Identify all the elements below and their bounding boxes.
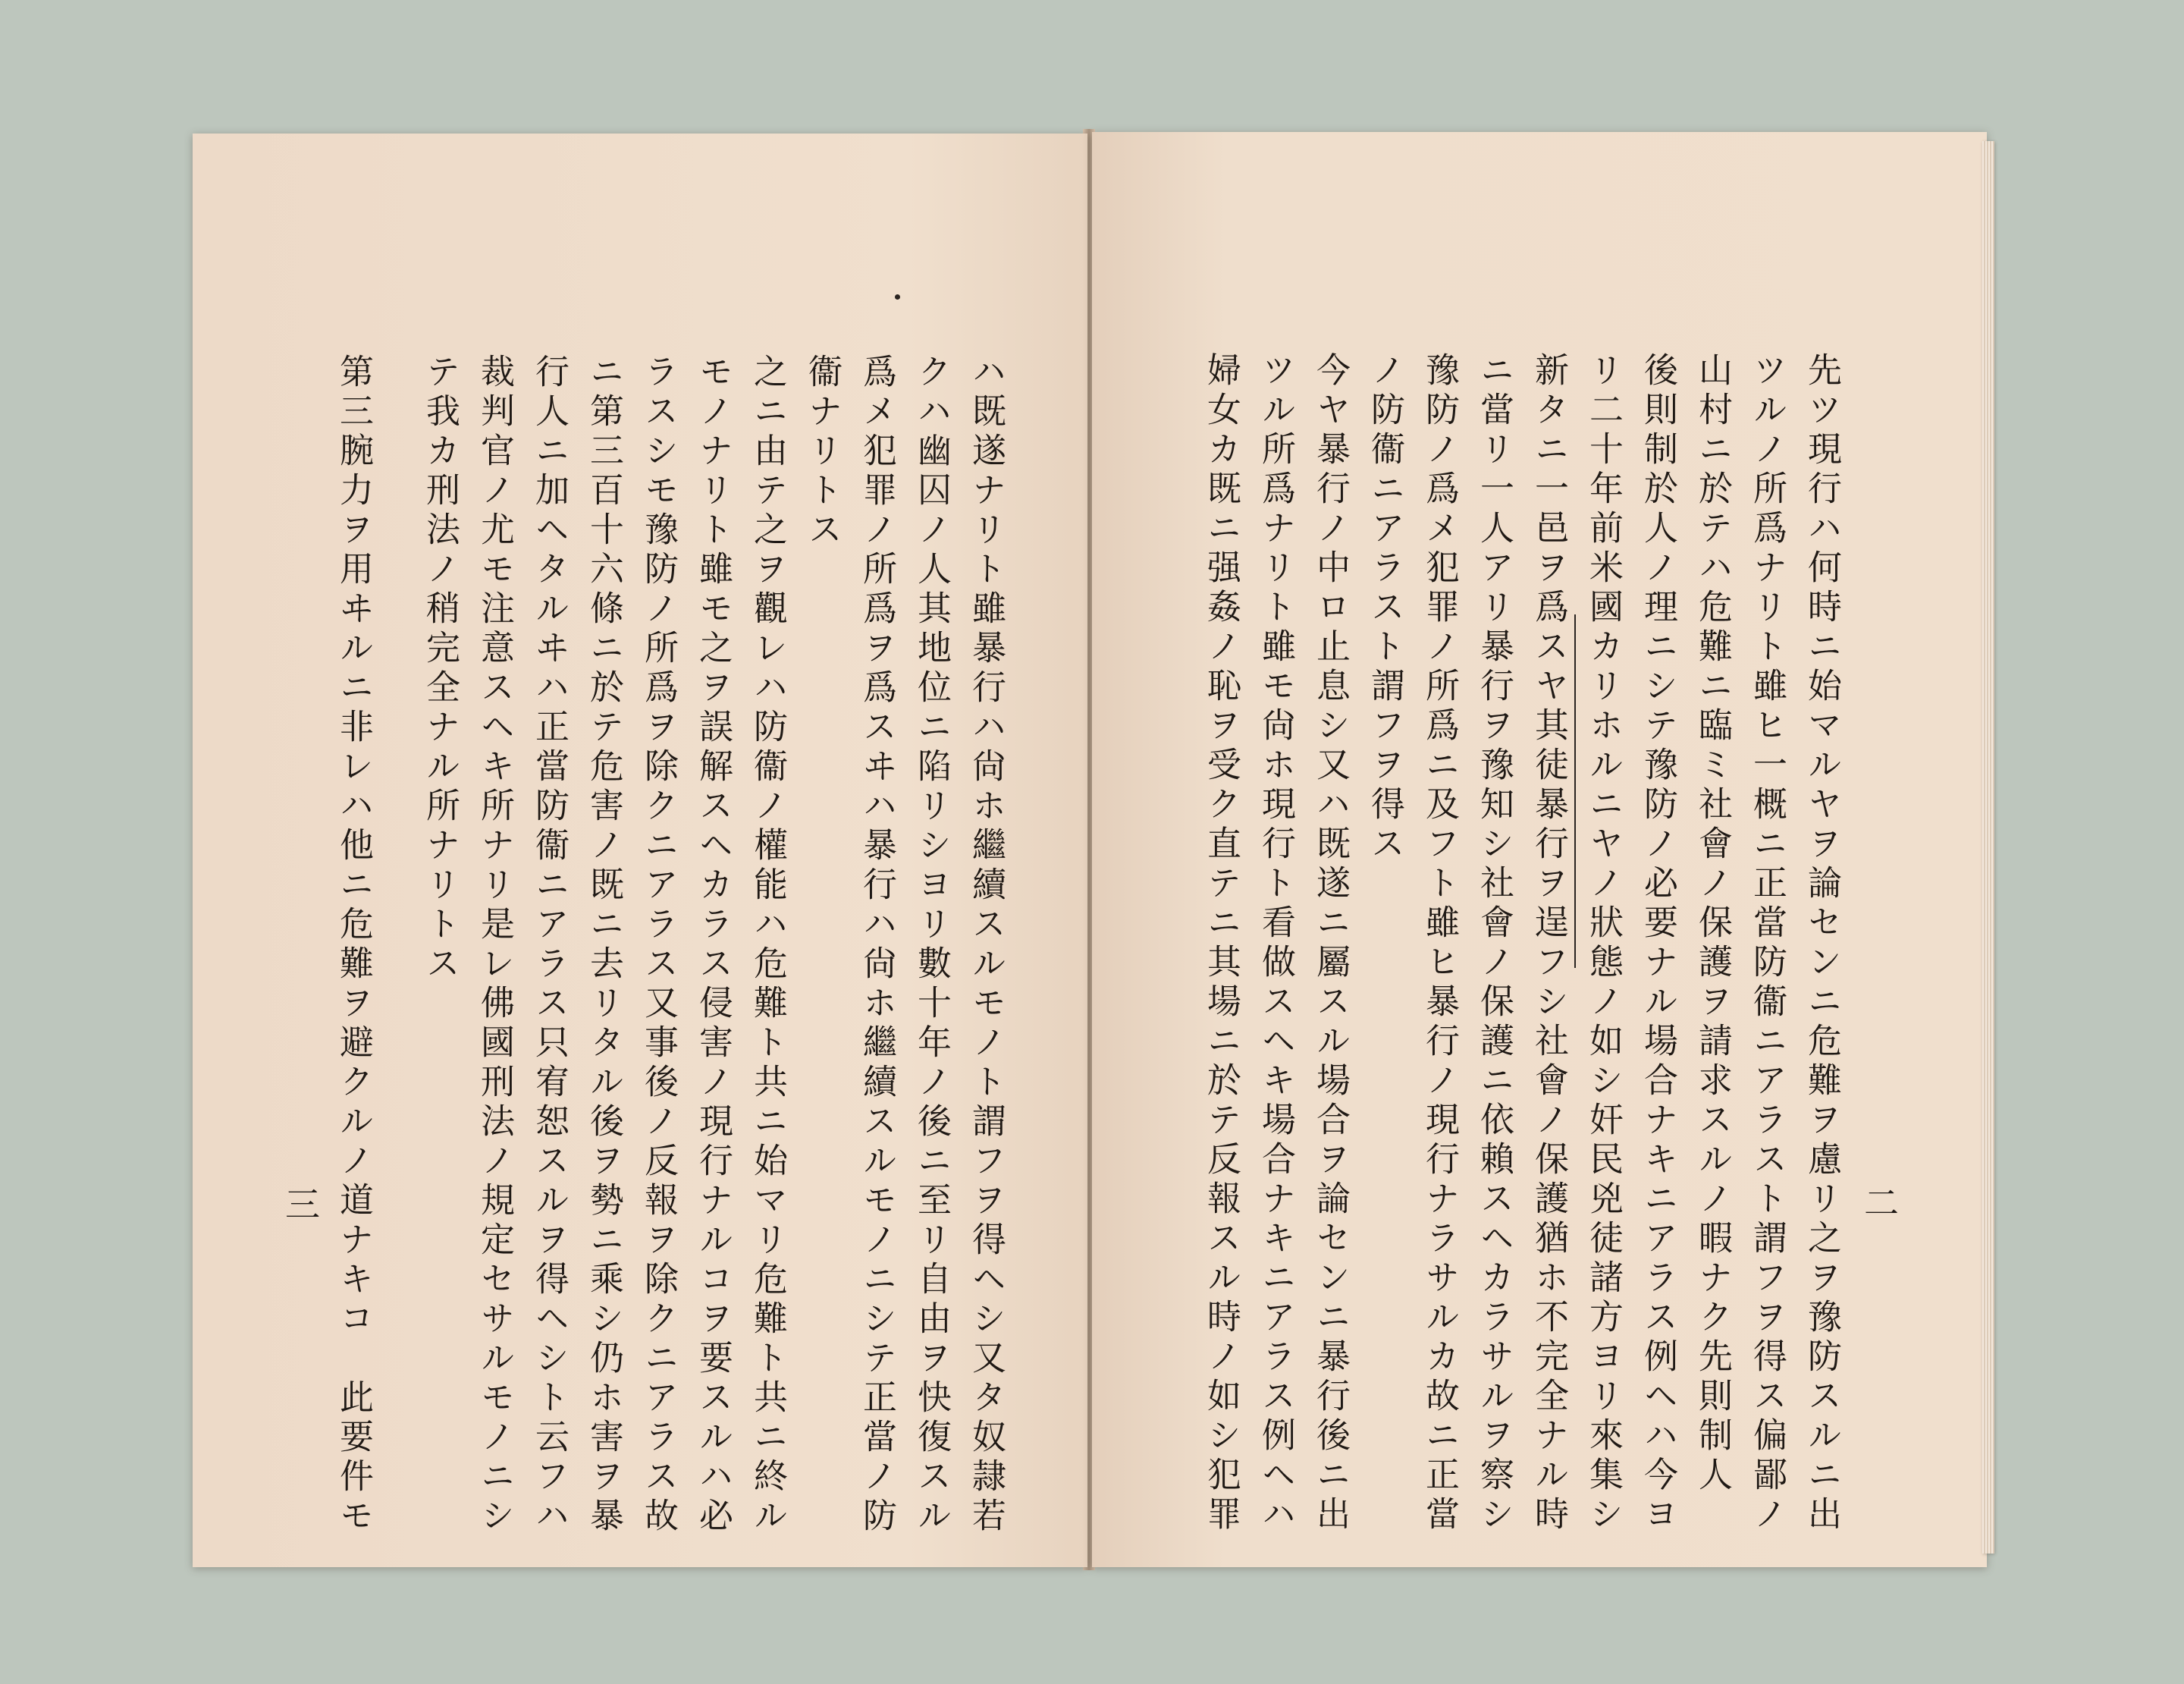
text-column: 今ヤ暴行ノ中ロ止息シ又ハ既遂ニ屬スル場合ヲ論センニ暴行後ニ出: [1310, 352, 1351, 1535]
text-column: 先ツ現行ハ何時ニ始マルヤヲ論センニ危難ヲ慮リ之ヲ豫防スルニ出: [1802, 352, 1842, 1535]
text-column: 後則制於人ノ理ニシテ豫防ノ必要ナル場合ナキニアラス例ヘハ今ヨ: [1638, 352, 1678, 1535]
text-column: ラスシモ豫防ノ所爲ヲ除クニアラス又事後ノ反報ヲ除クニアラス故: [639, 353, 679, 1537]
text-column: 之ニ由テ之ヲ觀レハ防衞ノ權能ハ危難ト共ニ始マリ危難ト共ニ終ル: [748, 353, 788, 1537]
text-column: ツルノ所爲ナリト雖ヒ一概ニ正當防衞ニアラスト謂フヲ得ス偏鄙ノ: [1747, 352, 1787, 1535]
page-number: 二: [1864, 1183, 1899, 1224]
page-number: 三: [285, 1184, 320, 1225]
text-column: ノ防衞ニアラスト謂フヲ得ス: [1365, 352, 1405, 865]
text-column: 豫防ノ爲メ犯罪ノ所爲ニ及フト雖ヒ暴行ノ現行ナラサルカ故ニ正當: [1420, 352, 1460, 1535]
text-column: 爲メ犯罪ノ所爲ヲ爲スヰハ暴行ハ尙ホ繼續スルモノニシテ正當ノ防: [857, 353, 897, 1537]
text-column: モノナリト雖モ之ヲ誤解スヘカラス侵害ノ現行ナルコヲ要スルハ必: [693, 353, 733, 1537]
text-column: ニ第三百十六條ニ於テ危害ノ既ニ去リタル後ヲ勢ニ乘シ仍ホ害ヲ暴: [584, 353, 624, 1537]
text-column: ツル所爲ナリト雖モ尙ホ現行ト看做スヘキ場合ナキニアラス例ヘハ: [1256, 352, 1296, 1535]
right-page: [1092, 132, 1987, 1567]
text-column: リ二十年前米國カリホルニヤノ狀態ノ如シ奸民兇徒諸方ヨリ來集シ: [1583, 352, 1624, 1535]
text-column: 裁判官ノ尤モ注意スヘキ所ナリ是レ佛國刑法ノ規定セサルモノニシ: [475, 353, 515, 1537]
text-column: 山村ニ於テハ危難ニ臨ミ社會ノ保護ヲ請求スルノ暇ナク先則制人: [1693, 352, 1733, 1496]
text-column: ニ當リ一人アリ暴行ヲ豫知シ社會ノ保護ニ依賴スヘカラサルヲ察シ: [1474, 352, 1514, 1535]
text-column: 婦女カ既ニ强姦ノ恥ヲ受ク直テニ其場ニ於テ反報スル時ノ如シ犯罪: [1201, 352, 1241, 1535]
text-column: ハ既遂ナリト雖暴行ハ尙ホ繼續スルモノト謂フヲ得ヘシ又タ奴隷若: [966, 353, 1006, 1537]
text-column: 衞ナリトス: [802, 353, 843, 551]
text-column: クハ幽囚ノ人其地位ニ陷リシヨリ數十年ノ後ニ至リ自由ヲ快復スル: [912, 353, 952, 1537]
side-mark: [1574, 614, 1576, 968]
ink-dot: [895, 294, 900, 300]
text-column: 行人ニ加ヘタルヰハ正當防衞ニアラス只宥恕スルヲ得ヘシト云フハ: [529, 353, 570, 1537]
text-column: テ我カ刑法ノ稍完全ナル所ナリトス: [420, 353, 460, 985]
page-edges: [1982, 141, 1994, 1554]
text-column: 新タニ一邑ヲ爲スヤ其徒暴行ヲ逞フシ社會ノ保護猶ホ不完全ナル時: [1529, 352, 1569, 1535]
text-column: 第三腕力ヲ用ヰルニ非レハ他ニ危難ヲ避クルノ道ナキコ 此要件モ: [334, 353, 374, 1537]
left-page: [193, 134, 1087, 1567]
